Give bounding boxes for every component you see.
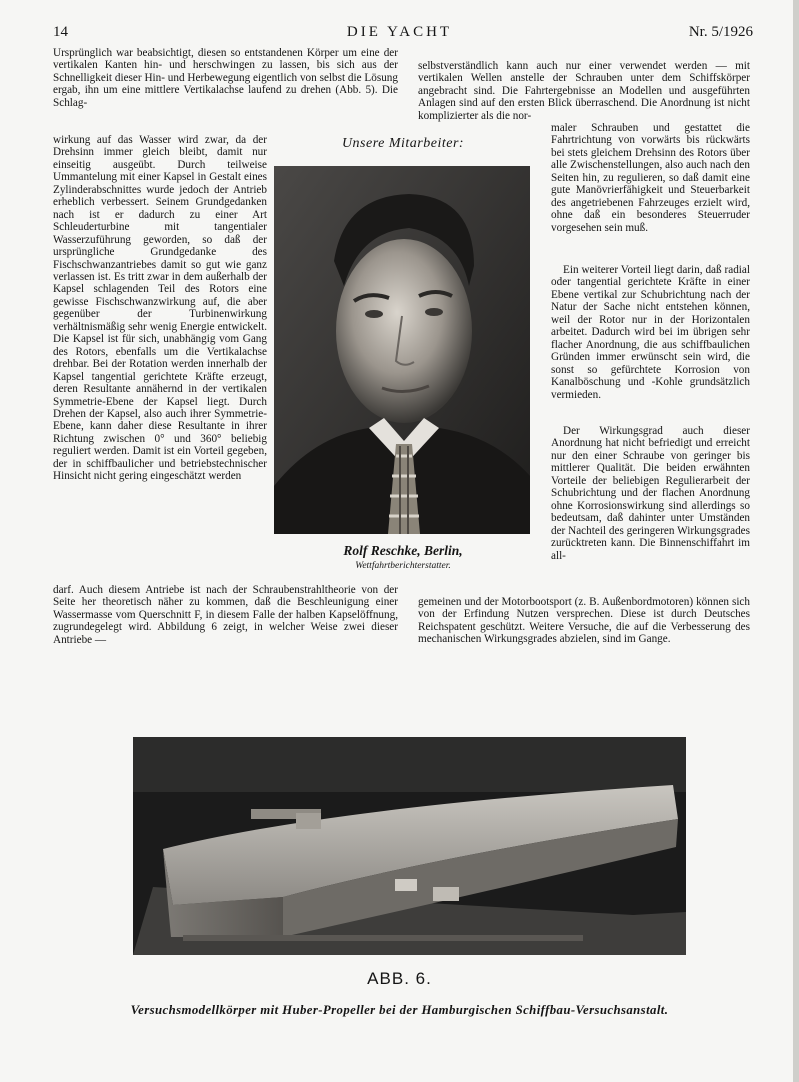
article-paragraph-4: Der Wirkungsgrad auch dieser Anordnung hat nicht befriedigt und erreicht nur den einer Schraube von geringer bis mittlerer Qualität. Die beiden erwähnten Vorteile der beliebigen Regulierarbeit der Schubrichtung und der flachen Anordnung ohne Korrosionswirkung sind allerdings so bedeutsam, daß dahinter unter Umständen der Nachteil des geringeren Wirkungsgrades zurücktreten kann. Die Binnenschiffahrt im all- xyxy=(551,425,750,562)
contributor-role: Wettfahrtberichterstatter. xyxy=(355,561,451,571)
page-edge xyxy=(793,0,799,1082)
article-paragraph-1: Ursprünglich war beabsichtigt, diesen so entstandenen Körper um eine der vertikalen Kanten hin- und herschwingen zu lassen, bis sich aus der Schnelligkeit dieser Hin- und Herbewegung eigentlich von selbst die Lösung ergab, ihn um eine mittlere Vertikalachse laufend zu drehen (Abb. 5). Die Schlag- xyxy=(53,47,398,109)
article-paragraph-1-continued: wirkung auf das Wasser wird zwar, da der Drehsinn immer gleich bleibt, damit nur einseitig ausgeübt. Durch teilweise Ummantelung mit einer Kapsel in Gestalt eines Zylinderabschnittes wurde jedoch der Antrieb erheblich verbessert. Seinem Grundgedanken nach ist er dadurch zu einer Art Schleuderturbine mit tangentialer Wasserzuführung geworden, so daß der ursprüngliche Grundgedanke des Fischschwanzantriebes damit so gut wie ganz verlassen ist. Es tritt zwar in dem außerhalb der Kapsel schlagenden Teil des Rotors eine gewisse Fischschwanzwirkung auf, die aber gegenüber der Turbinenwirkung verhältnismäßig sehr wenig Energie entwickelt. Die Kapsel ist für sich, unabhängig vom Gang des Rotors, ebenfalls um die Vertikalachse drehbar. Bei der Rotation werden innerhalb der Kapsel tangential gerichtete Kräfte erzeugt, deren Resultante annähernd in der vertikalen Symmetrie-Ebene der Kapsel liegt. Durch Drehen der Kapsel, also auch ihrer Symmetrie-Ebene, kann daher diese Resultante in ihrer Richtung zwischen 0° und 360° beliebig reguliert werden. Damit ist ein Vorteil gegeben, der in schiffbaulicher und betriebstechnischer Hinsicht nicht gering eingeschätzt werden xyxy=(53,134,267,483)
issue-number: Nr. 5/1926 xyxy=(688,24,753,40)
article-paragraph-2-continued: maler Schrauben und gestattet die Fahrtrichtung von vorwärts bis rückwärts bei stets gleichem Drehsinn des Rotors über alle Zwischenstellungen, also auch nach den Seiten hin, zu regulieren, so daß damit eine gute Manövrierfähigkeit und Steuerbarkeit des angetriebenen Fahrzeuges erzielt wird, ohne daß ein besonderes Steuerruder vorgesehen sein muß. xyxy=(551,122,750,234)
contributor-name: Rolf Reschke, Berlin, xyxy=(343,543,463,558)
article-paragraph-1-end: darf. Auch diesem Antriebe ist nach der Schraubenstrahltheorie von der Seite her theoretisch näher zu kommen, daß die Beschleunigung einer Wassermasse vom Querschnitt F, in diesem Falle der halben Kapselöffnung, zugrundegelegt wird. Abbildung 6 zeigt, in welcher Weise zwei dieser Antriebe — xyxy=(53,584,398,646)
magazine-title: DIE YACHT xyxy=(346,24,453,40)
page-number: 14 xyxy=(53,24,68,40)
figure-label: ABB. 6. xyxy=(367,969,432,988)
article-paragraph-2: selbstverständlich kann auch nur einer verwendet werden — mit vertikalen Wellen anstelle der Schrauben unter dem Schiffskörper angebracht sind. Die Fahrtergebnisse an Modellen und ausgeführten Anlagen sind auf den ersten Blick überraschend. Die Anordnung ist nicht komplizierter als die nor- xyxy=(418,60,750,122)
portrait-photo xyxy=(274,166,530,534)
article-paragraph-4-end: gemeinen und der Motorbootsport (z. B. Außenbordmotoren) können sich von der Erfindung Nutzen versprechen. Diese ist durch Deutsches Reichspatent geschützt. Weitere Versuche, die auf die Verbesserung des mechanischen Wirkungsgrades abzielen, sind im Gange. xyxy=(418,596,750,646)
figure-caption: Versuchsmodellkörper mit Huber-Propeller bei der Hamburgischen Schiffbau-Versuchsanstalt. xyxy=(130,1003,669,1017)
model-photo xyxy=(133,737,686,955)
article-paragraph-3: Ein weiterer Vorteil liegt darin, daß radial oder tangential gerichtete Kräfte in einer Ebene vertikal zur Schubrichtung nach der Natur der Sache nicht entstehen können, weil der Rotor nur in der Horizontalen arbeitet. Dadurch wird bei im übrigen sehr flacher Anordnung, die aus schiffbaulichen Gründen immer erwünscht sein wird, die sonst so gefürchtete Korrosion von Kanalböschung und -Kohle grundsätzlich vermieden. xyxy=(551,264,750,401)
contributor-heading: Unsere Mitarbeiter: xyxy=(341,136,465,151)
